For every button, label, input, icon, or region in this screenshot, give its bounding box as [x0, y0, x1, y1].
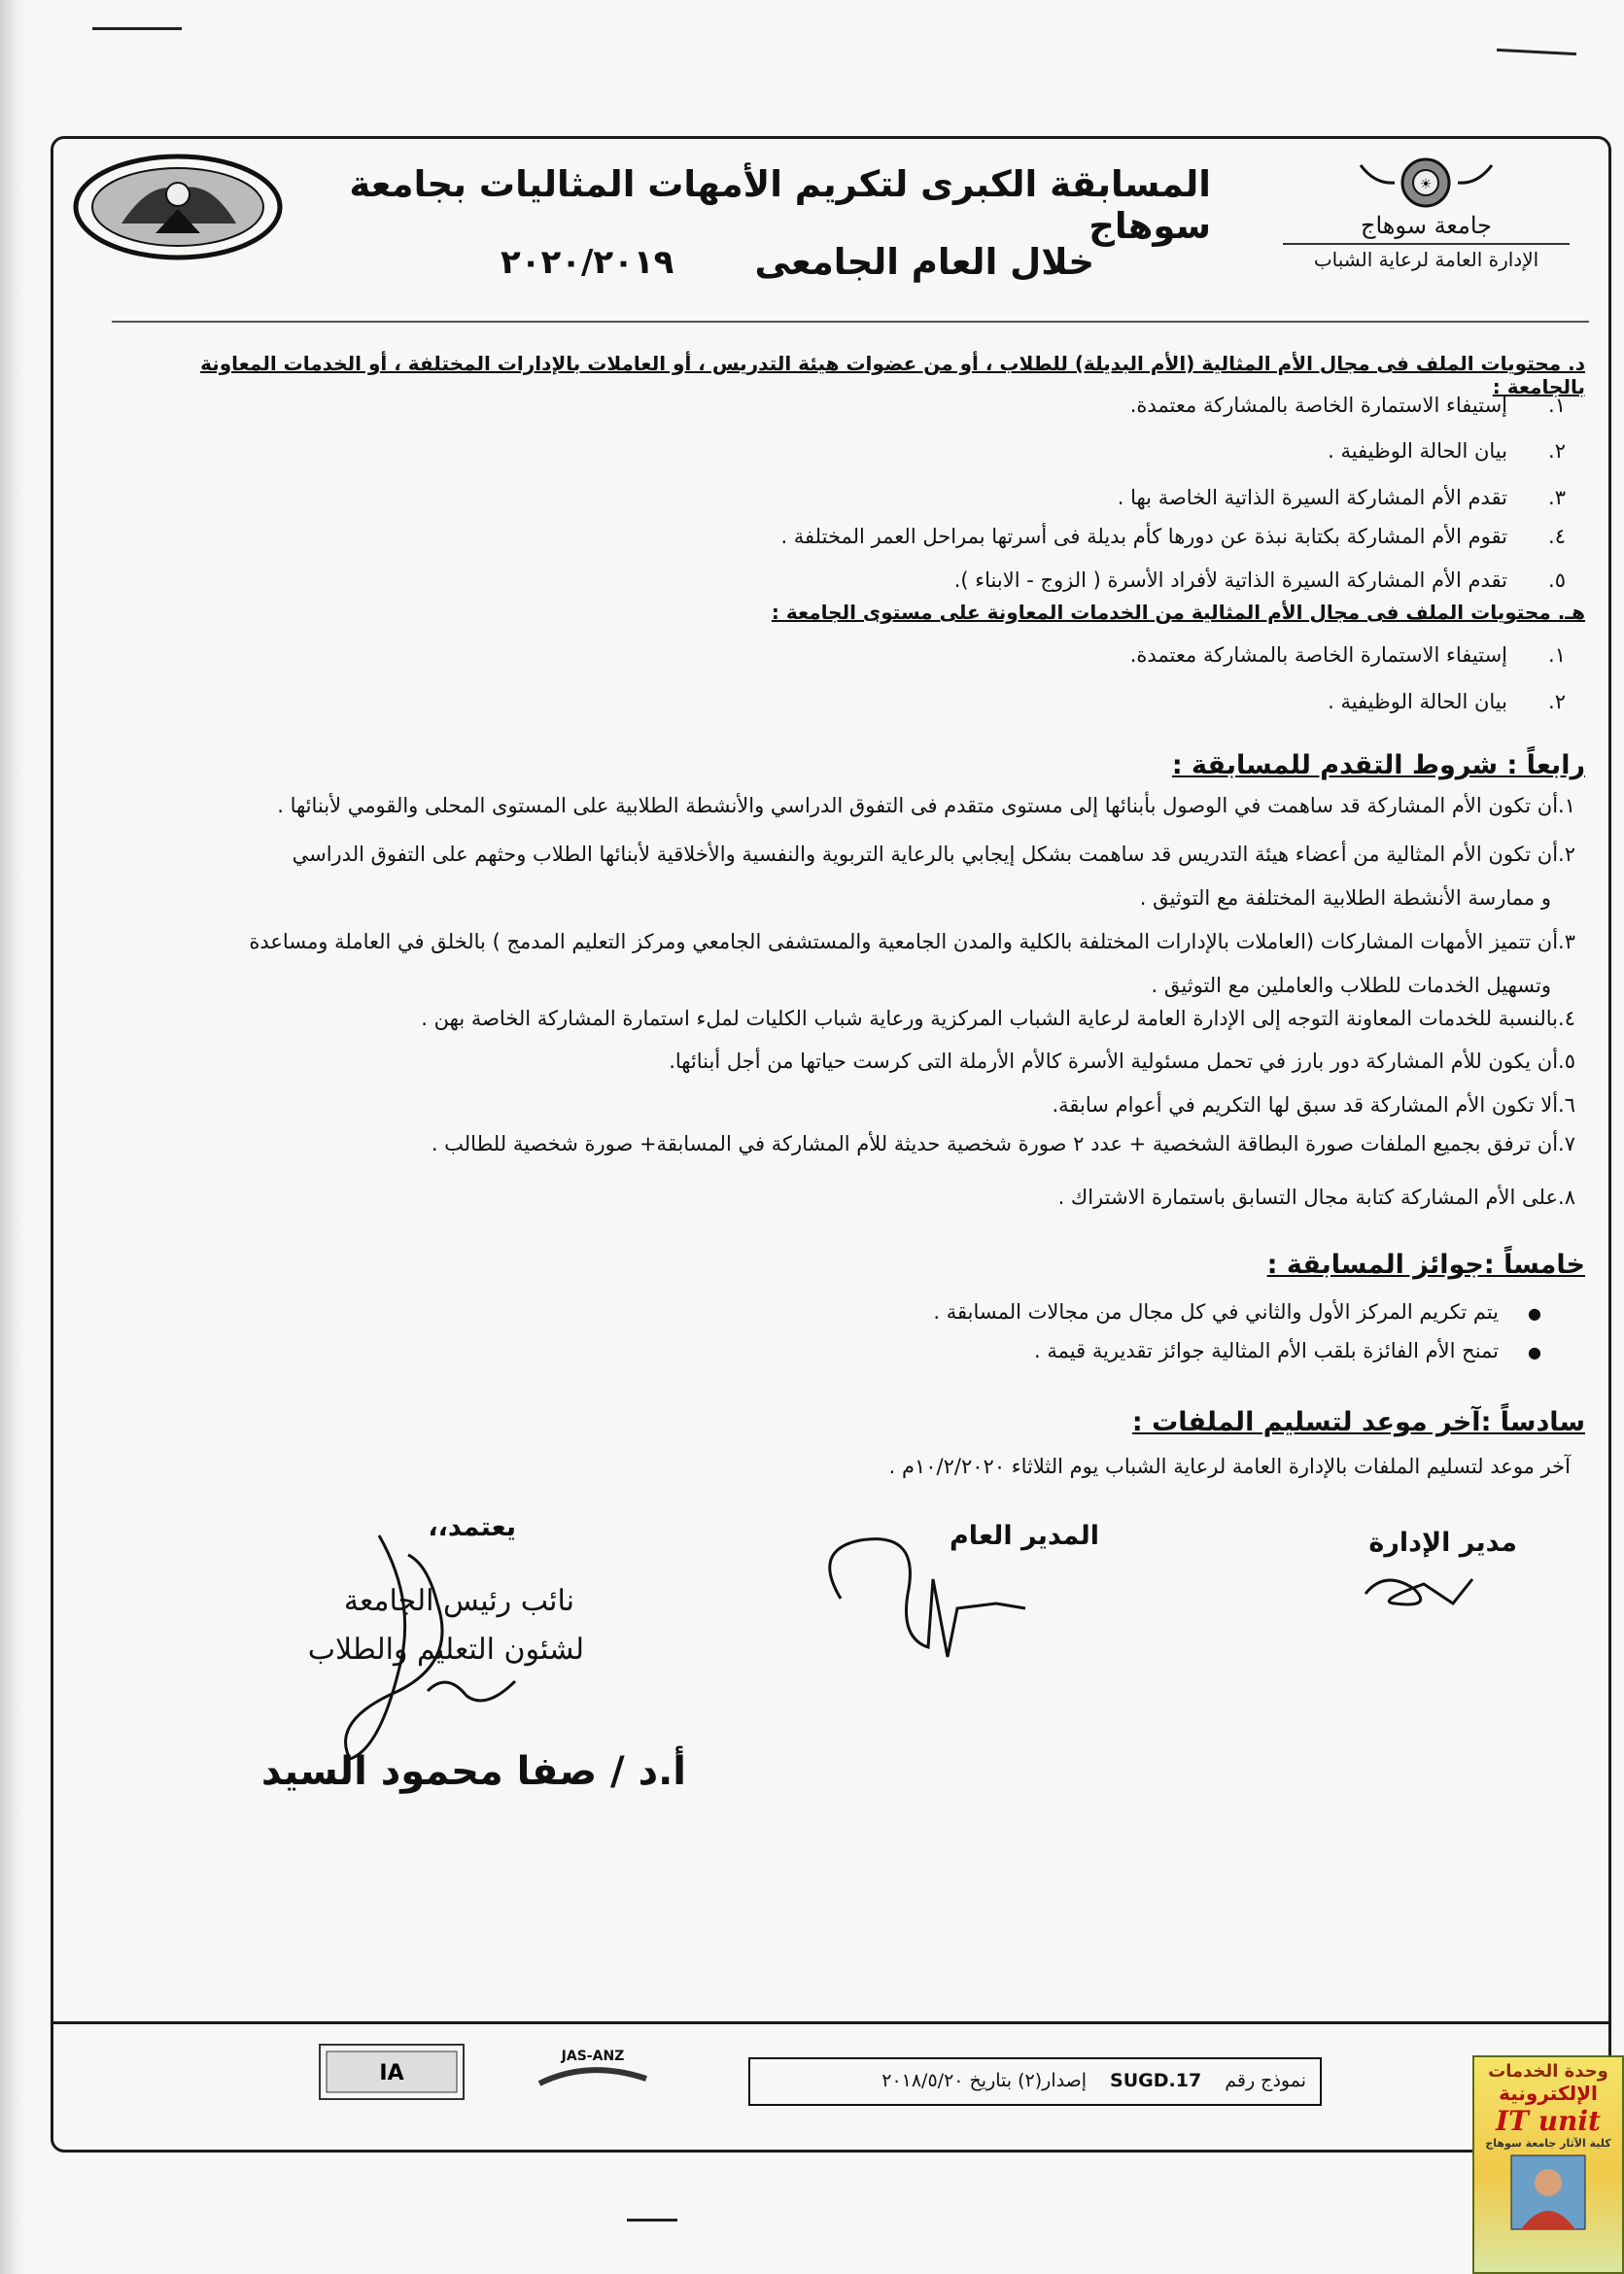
scan-left-edge — [0, 0, 25, 2274]
section-d-item: تقدم الأم المشاركة السيرة الذاتية الخاصة بها . — [1117, 486, 1507, 509]
vp-signature — [321, 1526, 554, 1778]
section-d-item-number: ١. — [1548, 394, 1566, 417]
condition-line: ٥.أن يكون للأم المشاركة دور بارز في تحمل مسئولية الأسرة كالأم الأرملة التى كرست حياتها من أجل أبنائها. — [669, 1050, 1575, 1073]
section-d-item: بيان الحالة الوظيفية . — [1328, 439, 1507, 463]
section-d-heading: د. محتويات الملف فى مجال الأم المثالية (الأم البديلة) للطلاب ، أو من عضوات هيئة التدريس ، أو العاملات بالإدارات المختلفة ، أو الخدمات المعاونة بالجامعة : — [200, 352, 1585, 398]
vp-name: أ.د / صفا محمود السيد — [260, 1749, 686, 1794]
badge-line-1: وحدة الخدمات — [1488, 2061, 1608, 2082]
condition-line: ٦.ألا تكون الأم المشاركة قد سبق لها التكريم في أعوام سابقة. — [1052, 1093, 1575, 1117]
deadline-text: آخر موعد لتسليم الملفات بالإدارة العامة لرعاية الشباب يوم الثلاثاء ١٠/٢/٢٠٢٠م . — [888, 1455, 1571, 1478]
it-unit-badge — [1472, 2055, 1624, 2274]
department-name: الإدارة العامة لرعاية الشباب — [1283, 243, 1570, 271]
academic-year: ٢٠٢٠/٢٠١٩ — [501, 243, 674, 282]
manager-title: مدير الإدارة — [1368, 1528, 1517, 1558]
svg-text:IA: IA — [379, 2061, 404, 2085]
prize-text: يتم تكريم المركز الأول والثاني في كل مجال من مجالات المسابقة . — [933, 1300, 1500, 1324]
badge-line-4: كلية الآثار جامعة سوهاج — [1485, 2137, 1611, 2150]
section-d-item: إستيفاء الاستمارة الخاصة بالمشاركة معتمدة. — [1129, 394, 1507, 417]
section-5-heading: خامساً :جوائز المسابقة : — [1266, 1250, 1585, 1280]
section-d-item: تقوم الأم المشاركة بكتابة نبذة عن دورها كأم بديلة فى أسرتها بمراحل العمر المختلفة . — [780, 525, 1507, 548]
prize-bullet-row — [667, 1339, 1541, 1362]
section-h-item: إستيفاء الاستمارة الخاصة بالمشاركة معتمدة. — [1129, 643, 1507, 667]
section-4-heading: رابعاً : شروط التقدم للمسابقة : — [1171, 750, 1585, 780]
header-rule — [112, 321, 1589, 323]
section-d-item-number: ٢. — [1548, 439, 1566, 463]
person-photo-icon — [1509, 2153, 1587, 2231]
general-manager-title: المدير العام — [950, 1521, 1099, 1551]
section-h-item-number: ٢. — [1548, 690, 1566, 713]
vp-title-line-1: نائب رئيس الجامعة — [343, 1584, 574, 1618]
condition-line: و ممارسة الأنشطة الطلابية المختلفة مع التوثيق . — [1139, 886, 1551, 910]
emblem-icon — [63, 151, 292, 262]
condition-line: ١.أن تكون الأم المشاركة قد ساهمت في الوصول بأبنائها إلى مستوى متقدم فى التفوق الدراسي والأنشطة الطلابية على المستوى المحلى والقومي لأبنائها . — [277, 794, 1575, 817]
jas-anz-logo — [510, 2049, 675, 2097]
section-h-heading: هـ. محتويات الملف فى مجال الأم المثالية من الخدمات المعاونة على مستوى الجامعة : — [771, 601, 1585, 624]
form-reference-box — [748, 2057, 1322, 2106]
condition-line: ٨.على الأم المشاركة كتابة مجال التسابق باستمارة الاشتراك . — [1057, 1186, 1575, 1209]
badge-line-3: IT unit — [1496, 2105, 1601, 2137]
condition-line: ٧.أن ترفق بجميع الملفات صورة البطاقة الشخصية + عدد ٢ صورة شخصية حديثة للأم المشاركة في المسابقة+ صورة شخصية للطالب . — [431, 1132, 1575, 1155]
section-d-item-number: ٥. — [1548, 568, 1566, 592]
university-crest-icon — [1283, 155, 1570, 214]
condition-line: وتسهيل الخدمات للطلاب والعاملين مع التوثيق . — [1151, 974, 1551, 997]
footer-divider — [51, 2021, 1611, 2024]
issue-date: إصدار(٢) بتاريخ ٢٠١٨/٥/٢٠ — [881, 2070, 1087, 2091]
jas-anz-swoosh-icon — [510, 2064, 675, 2093]
bullet-icon: ● — [1528, 1343, 1541, 1361]
form-label: نموذج رقم — [1225, 2070, 1306, 2091]
approver-label: يعتمد،، — [428, 1512, 516, 1542]
scan-mark-bottom — [627, 2219, 677, 2222]
general-manager-signature — [802, 1511, 1054, 1676]
section-d-item: تقدم الأم المشاركة السيرة الذاتية لأفراد الأسرة ( الزوج - الابناء ). — [953, 568, 1507, 592]
svg-text:☀: ☀ — [1419, 177, 1433, 192]
badge-line-2: الإلكترونية — [1499, 2082, 1598, 2105]
certificate-seal-icon — [321, 2046, 463, 2098]
page-subtitle: خلال العام الجامعى — [754, 241, 1094, 283]
condition-line: ٤.بالنسبة للخدمات المعاونة التوجه إلى الإدارة العامة لرعاية الشباب المركزية ورعاية شباب الكليات لملء استمارة المشاركة الخاصة بهن . — [421, 1007, 1575, 1030]
section-h-item-number: ١. — [1548, 643, 1566, 667]
manager-signature — [1356, 1565, 1482, 1613]
scan-mark-top-right — [1497, 49, 1576, 55]
prize-bullet-row — [667, 1300, 1541, 1324]
section-6-heading: سادساً :آخر موعد لتسليم الملفات : — [1131, 1407, 1585, 1437]
section-d-item-number: ٤. — [1548, 525, 1566, 548]
form-code: SUGD.17 — [1110, 2070, 1202, 2091]
jas-anz-label: JAS-ANZ — [561, 2049, 625, 2064]
condition-line: ٢.أن تكون الأم المثالية من أعضاء هيئة التدريس قد ساهمت بشكل إيجابي بالرعاية التربوية والنفسية والأخلاقية لأبنائها الطلاب وحثهم على التفوق الدراسي — [292, 843, 1575, 866]
vp-title-line-2: لشئون التعليم والطلاب — [307, 1633, 584, 1667]
section-h-item: بيان الحالة الوظيفية . — [1328, 690, 1507, 713]
page-title: المسابقة الكبرى لتكريم الأمهات المثاليات بجامعة سوهاج — [349, 163, 1211, 247]
bullet-icon: ● — [1528, 1304, 1541, 1323]
university-logo — [1283, 155, 1570, 277]
university-name: جامعة سوهاج — [1360, 212, 1493, 239]
section-d-item-number: ٣. — [1548, 486, 1566, 509]
scan-mark-top-left — [92, 27, 182, 30]
iso-certification-logo — [319, 2044, 465, 2100]
condition-line: ٣.أن تتميز الأمهات المشاركات (العاملات بالإدارات المختلفة بالكلية والمدن الجامعية والمستشفى الجامعي ومركز التعليم المدمج ) بالخلق في العاملة ومساعدة — [249, 930, 1575, 953]
ministry-logo — [63, 151, 292, 262]
prize-text: تمنح الأم الفائزة بلقب الأم المثالية جوائز تقديرية قيمة . — [1034, 1339, 1500, 1362]
